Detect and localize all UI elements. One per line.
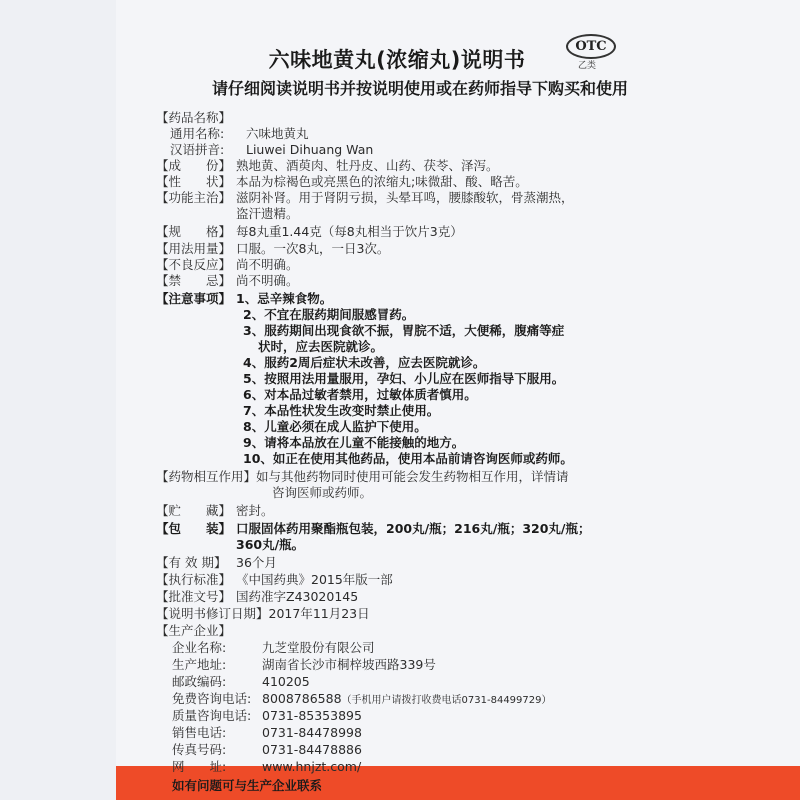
pinyin-row [170, 142, 373, 157]
address-row [172, 657, 436, 672]
contraindications-label: 【禁 忌】 [156, 273, 232, 288]
freecall-label: 免费咨询电话: [172, 691, 252, 706]
website-row [172, 759, 361, 774]
postcode-row [172, 674, 310, 689]
revision-label: 【说明书修订日期】 [156, 606, 269, 621]
dosage-value: 口服。一次8丸，一日3次。 [236, 241, 390, 256]
storage-value: 密封。 [236, 503, 274, 518]
otc-mark: OTC [566, 34, 616, 59]
drug-name-section: 【药品名称】 [156, 110, 232, 125]
precaution-item: 3、服药期间出现食欲不振，胃脘不适，大便稀，腹痛等症 [243, 323, 565, 338]
package-row [156, 521, 590, 536]
quality-phone-row [172, 708, 362, 723]
address-value: 湖南省长沙市桐梓坡西路339号 [262, 657, 436, 672]
precautions-label: 【注意事项】 [156, 291, 232, 306]
fax-value: 0731-84478886 [262, 742, 362, 757]
storage-row [156, 503, 274, 518]
freecall-value: 8008786588 [262, 691, 342, 706]
adverse-value: 尚不明确。 [236, 257, 299, 272]
interactions-label: 【药物相互作用】 [156, 469, 257, 484]
precaution-item: 8、儿童必须在成人监护下使用。 [243, 419, 427, 434]
document-subtitle: 请仔细阅读说明书并按说明使用或在药师指导下购买和使用 [211, 79, 628, 98]
spec-label: 【规 格】 [156, 224, 232, 239]
precaution-item: 7、本品性状发生改变时禁止使用。 [243, 403, 440, 418]
company-row [172, 640, 375, 655]
company-label: 企业名称: [172, 640, 227, 655]
validity-value: 36个月 [236, 555, 277, 570]
sales-phone-label: 销售电话: [172, 725, 227, 740]
standard-row [156, 572, 393, 587]
dosage-row [156, 241, 389, 256]
generic-name-row [170, 126, 309, 141]
quality-phone-value: 0731-85353895 [262, 708, 362, 723]
precaution-item: 4、服药2周后症状未改善，应去医院就诊。 [243, 355, 486, 370]
freecall-row [172, 691, 552, 708]
revision-row [156, 606, 370, 621]
website-label: 网 址: [172, 759, 227, 774]
precaution-item: 10、如正在使用其他药品，使用本品前请咨询医师或药师。 [243, 451, 573, 466]
interactions-continued: 咨询医师或药师。 [272, 485, 373, 500]
revision-value: 2017年11月23日 [268, 606, 370, 621]
precaution-item: 9、请将本品放在儿童不能接触的地方。 [243, 435, 465, 450]
validity-label: 【有 效 期】 [156, 555, 227, 570]
contraindications-value: 尚不明确。 [236, 273, 299, 288]
precaution-item-continued: 状时，应去医院就诊。 [258, 339, 384, 354]
storage-label: 【贮 藏】 [156, 503, 232, 518]
indications-label: 【功能主治】 [156, 190, 232, 205]
precaution-item: 1、忌辛辣食物。 [236, 291, 333, 306]
postcode-value: 410205 [262, 674, 310, 689]
dosage-label: 【用法用量】 [156, 241, 232, 256]
precautions-row [156, 291, 332, 306]
precaution-item: 2、不宜在服药期间服感冒药。 [243, 307, 415, 322]
approval-value: 国药准字Z43020145 [236, 589, 359, 604]
otc-class: 乙类 [578, 61, 597, 71]
freecall-note: （手机用户请拨打收费电话0731-84499729） [341, 695, 552, 706]
spec-value: 每8丸重1.44克（每8丸相当于饮片3克） [236, 224, 463, 239]
contact-note: 如有问题可与生产企业联系 [172, 778, 323, 793]
package-continued: 360丸/瓶。 [236, 537, 305, 552]
pinyin-value: Liuwei Dihuang Wan [246, 142, 374, 157]
package-value: 口服固体药用聚酯瓶包装，200丸/瓶；216丸/瓶；320丸/瓶； [236, 521, 591, 536]
postcode-label: 邮政编码: [172, 674, 227, 689]
ingredients-row [156, 158, 499, 173]
standard-label: 【执行标准】 [156, 572, 232, 587]
approval-label: 【批准文号】 [156, 589, 232, 604]
validity-row [156, 555, 277, 570]
precaution-item: 5、按照用法用量服用，孕妇、小儿应在医师指导下服用。 [243, 371, 565, 386]
ingredients-value: 熟地黄、酒萸肉、牡丹皮、山药、茯苓、泽泻。 [236, 158, 499, 173]
properties-value: 本品为棕褐色或亮黑色的浓缩丸;味微甜、酸、略苦。 [236, 174, 528, 189]
spec-row [156, 224, 463, 239]
interactions-row [156, 469, 569, 484]
document-title: 六味地黄丸(浓缩丸)说明书 [268, 48, 526, 72]
adverse-label: 【不良反应】 [156, 257, 232, 272]
ingredients-label: 【成 份】 [156, 158, 232, 173]
fax-row [172, 742, 362, 757]
contraindications-row [156, 273, 299, 288]
adverse-row [156, 257, 299, 272]
precaution-item: 6、对本品过敏者禁用，过敏体质者慎用。 [243, 387, 477, 402]
interactions-value: 如与其他药物同时使用可能会发生药物相互作用，详情请 [256, 469, 569, 484]
indications-row [156, 190, 574, 205]
fax-label: 传真号码: [172, 742, 227, 757]
properties-label: 【性 状】 [156, 174, 232, 189]
approval-row [156, 589, 358, 604]
quality-phone-label: 质量咨询电话: [172, 708, 252, 723]
properties-row [156, 174, 528, 189]
standard-value: 《中国药典》2015年版一部 [236, 572, 393, 587]
pinyin-label: 汉语拼音: [170, 142, 225, 157]
package-label: 【包 装】 [156, 521, 232, 536]
sales-phone-value: 0731-84478998 [262, 725, 362, 740]
indications-value: 滋阴补肾。用于肾阴亏损，头晕耳鸣，腰膝酸软，骨蒸潮热， [236, 190, 574, 205]
sales-phone-row [172, 725, 362, 740]
address-label: 生产地址: [172, 657, 227, 672]
website-value[interactable]: www.hnjzt.com/ [262, 759, 362, 774]
generic-name-value: 六味地黄丸 [246, 126, 309, 141]
manufacturer-section: 【生产企业】 [156, 623, 232, 638]
indications-continued: 盗汗遗精。 [236, 206, 299, 221]
generic-name-label: 通用名称: [170, 126, 225, 141]
company-value: 九芝堂股份有限公司 [262, 640, 375, 655]
